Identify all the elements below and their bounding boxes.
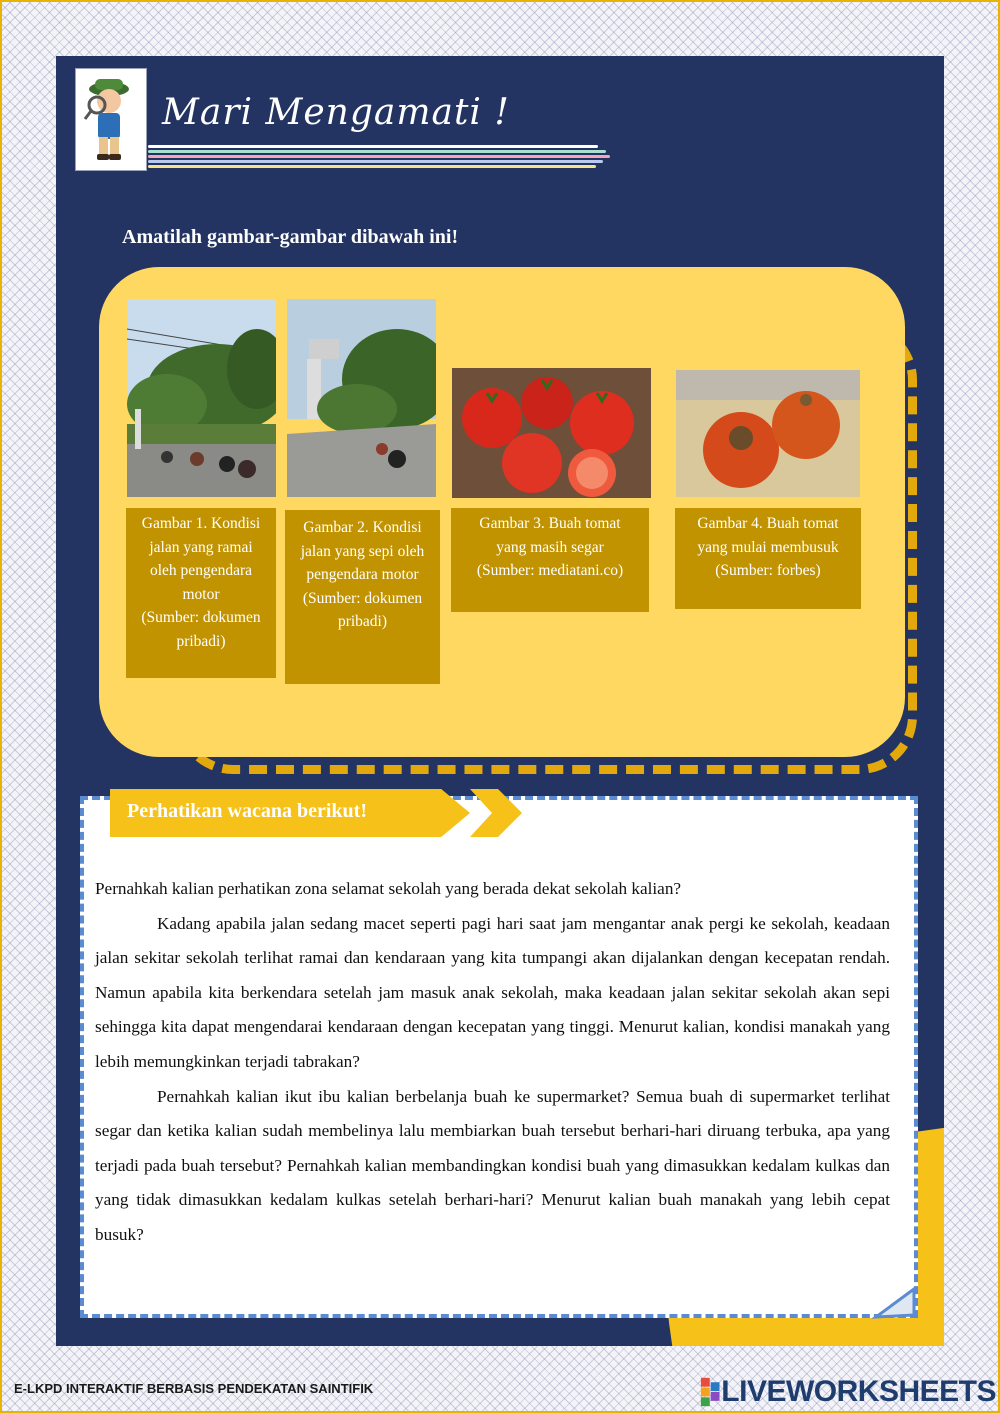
- rotting-tomato-photo: [676, 370, 860, 497]
- caption-4: [675, 508, 861, 609]
- page-title: Mari Mengamati !: [162, 92, 510, 133]
- page-curl-icon: [870, 1285, 920, 1321]
- caption-3-title: Gambar 3. Buah tomat yang masih segar: [479, 515, 621, 556]
- liveworksheets-logo[interactable]: [700, 1372, 996, 1412]
- fresh-tomato-photo: [452, 368, 651, 498]
- caption-1-source: (Sumber: dokumen pribadi): [141, 609, 261, 650]
- passage-banner-text: Perhatikan wacana berikut!: [127, 800, 367, 822]
- caption-3-source: (Sumber: mediatani.co): [476, 562, 624, 579]
- caption-1-title: Gambar 1. Kondisi jalan yang ramai oleh pengendara motor: [141, 515, 261, 603]
- banner-arrow-icon: [470, 789, 522, 837]
- caption-4-title: Gambar 4. Buah tomat yang mulai membusuk: [697, 515, 839, 556]
- instruction-text: Amatilah gambar-gambar dibawah ini!: [122, 226, 459, 248]
- caption-2-title: Gambar 2. Kondisi jalan yang sepi oleh pengendara motor: [300, 519, 425, 583]
- busy-road-photo: [127, 299, 276, 497]
- caption-4-source: (Sumber: forbes): [715, 562, 821, 579]
- quiet-road-photo: [287, 299, 436, 497]
- logo-text: LIVEWORKSHEETS: [721, 1375, 996, 1408]
- footer-label: E-LKPD INTERAKTIF BERBASIS PENDEKATAN SAINTIFIK: [14, 1381, 374, 1396]
- passage-paragraph-2: Pernahkah kalian ikut ibu kalian berbelanja buah ke supermarket? Semua buah di supermarket terlihat segar dan ketika kalian sudah membelinya lalu membiarkan buah tersebut berhari-hari diruang terbuka, apa yang terjadi pada buah tersebut? Pernahkah kalian membandingkan kondisi buah yang dimasukkan kedalam kulkas dan yang tidak dimasukkan kedalam kulkas setelah berhari-hari? Menurut kalian buah manakah yang lebih cepat busuk?: [95, 1086, 890, 1244]
- passage-text: [95, 872, 890, 1253]
- caption-2-source: (Sumber: dokumen pribadi): [302, 589, 423, 630]
- title-underline-stripes: [148, 145, 610, 169]
- caption-2: [285, 510, 440, 684]
- passage-paragraph-1: Kadang apabila jalan sedang macet seperti pagi hari saat jam mengantar anak pergi ke sekolah, keadaan jalan sekitar sekolah terlihat ramai dan kendaraan yang kita tumpangi akan dijalankan dengan kecepatan rendah. Namun apabila kita berkendara setelah jam masuk anak sekolah, maka keadaan jalan sekitar sekolah akan sepi sehingga kita dapat mengendarai kendaraan dengan kecepatan yang tinggi. Menurut kalian, kondisi manakah yang lebih memungkinkan terjadi tabrakan?: [95, 913, 890, 1071]
- caption-1: [126, 508, 276, 678]
- explorer-mascot-icon: [75, 68, 147, 171]
- caption-3: [451, 508, 649, 612]
- live-badge-icon: [700, 1375, 721, 1409]
- passage-intro: Pernahkah kalian perhatikan zona selamat sekolah yang berada dekat sekolah kalian?: [95, 879, 682, 898]
